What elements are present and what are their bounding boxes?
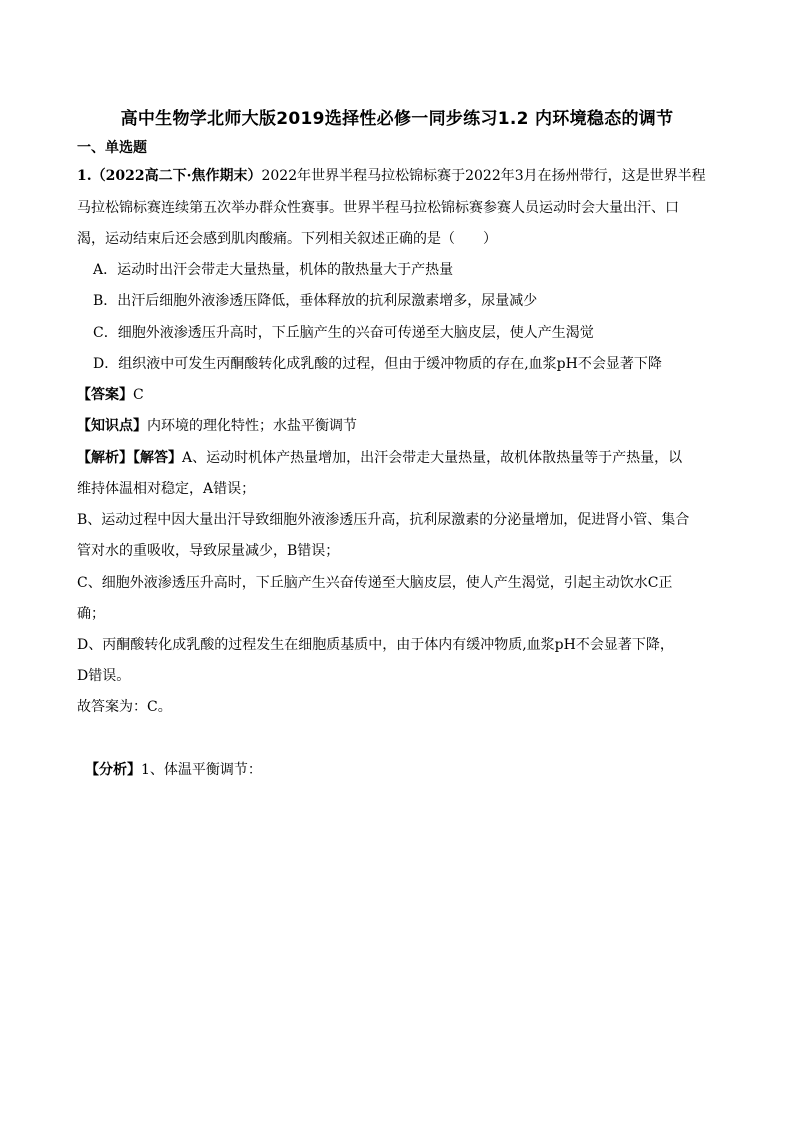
option-a: A．运动时出汗会带走大量热量，机体的散热量大于产热量 xyxy=(93,262,454,278)
question-stem-line-1 xyxy=(77,166,706,186)
knowledge-value: 内环境的理化特性；水盐平衡调节 xyxy=(147,418,357,434)
option-c: C．细胞外液渗透压升高时，下丘脑产生的兴奋可传递至大脑皮层，使人产生渴觉 xyxy=(93,325,594,341)
fenxi-label: 【分析】 xyxy=(85,762,141,778)
option-d: D．组织液中可发生丙酮酸转化成乳酸的过程，但由于缓冲物质的存在,血浆pH不会显著下降 xyxy=(93,356,662,372)
section-heading: 一、单选题 xyxy=(77,140,147,156)
analysis-line-9: 故答案为：C。 xyxy=(77,699,172,715)
analysis-text: A、运动时机体产热量增加，出汗会带走大量热量，故机体散热量等于产热量，以 xyxy=(182,450,683,466)
question-number: 1. xyxy=(77,168,92,184)
option-b: B．出汗后细胞外液渗透压降低，垂体释放的抗利尿激素增多，尿量减少 xyxy=(93,293,538,309)
analysis-line-6: 确； xyxy=(77,606,105,622)
analysis-line-2: 维持体温相对稳定，A错误； xyxy=(77,481,256,497)
knowledge-line xyxy=(77,416,357,436)
analysis-label: 【解析】【解答】 xyxy=(77,450,182,466)
fenxi-line xyxy=(85,760,262,780)
analysis-line-8: D错误。 xyxy=(77,668,131,684)
answer-line xyxy=(77,385,144,405)
fenxi-value: 1、体温平衡调节： xyxy=(141,762,262,778)
document-title: 高中生物学北师大版2019选择性必修一同步练习1.2 内环境稳态的调节 xyxy=(120,109,674,129)
knowledge-label: 【知识点】 xyxy=(77,418,147,434)
answer-label: 【答案】 xyxy=(77,387,133,403)
analysis-line-1 xyxy=(77,448,682,468)
question-stem-line-3: 渴，运动结束后还会感到肌肉酸痛。下列相关叙述正确的是（ ） xyxy=(77,231,497,247)
analysis-line-4: 管对水的重吸收，导致尿量减少，B错误； xyxy=(77,543,340,559)
analysis-line-3: B、运动过程中因大量出汗导致细胞外液渗透压升高，抗利尿激素的分泌量增加，促进肾小管、集合 xyxy=(77,512,690,528)
analysis-line-5: C、细胞外液渗透压升高时，下丘脑产生兴奋传递至大脑皮层，使人产生渴觉，引起主动饮水C正 xyxy=(77,575,673,591)
question-source: （2022高二下·焦作期末） xyxy=(91,168,262,184)
answer-value: C xyxy=(133,387,144,403)
question-stem-line-2: 马拉松锦标赛连续第五次举办群众性赛事。世界半程马拉松锦标赛参赛人员运动时会大量出汗、口 xyxy=(77,200,679,216)
analysis-line-7: D、丙酮酸转化成乳酸的过程发生在细胞质基质中，由于体内有缓冲物质,血浆pH不会显著下降， xyxy=(77,637,674,653)
question-stem-text: 2022年世界半程马拉松锦标赛于2022年3月在扬州带行，这是世界半程 xyxy=(261,168,706,184)
